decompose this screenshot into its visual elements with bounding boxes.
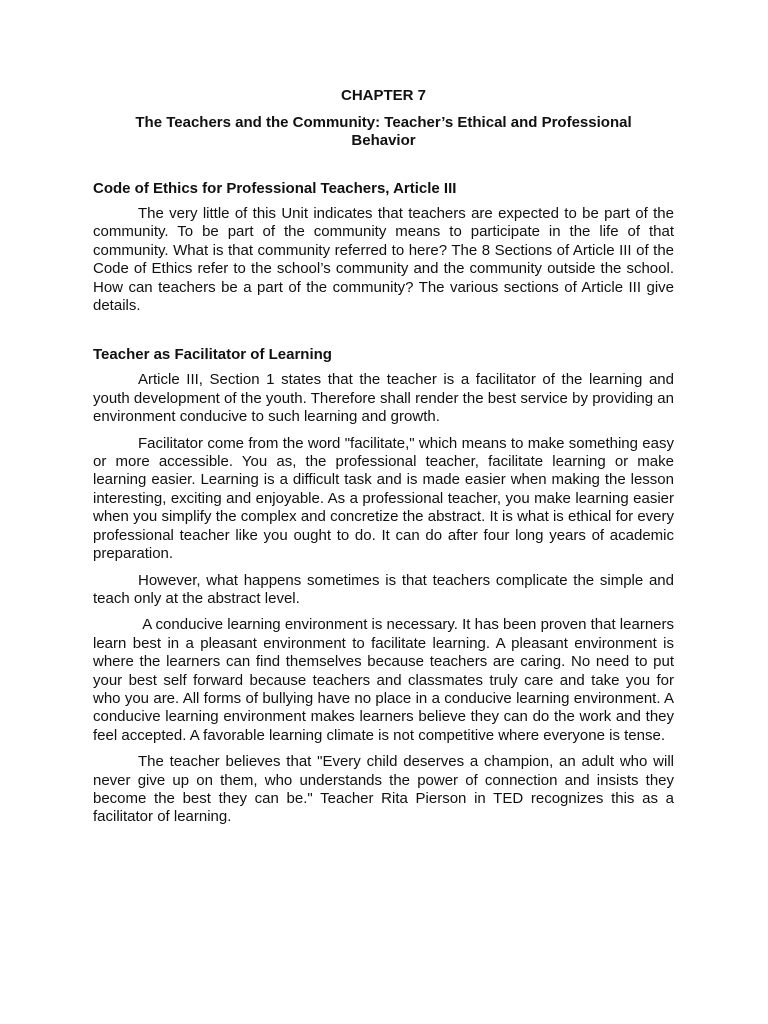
paragraph: Facilitator come from the word "facilitate," which means to make something easy or more accessible. You as, the professional teacher, facilitate learning or make learning easier. Learning is a difficult task and is made easier when making the lesson interesting, exciting and enjoyable. As a professional teacher, you make learning easier when you simplify the complex and concretize the abstract. It is what is ethical for every professional teacher like you ought to do. It can do after four long years of academic preparation. xyxy=(93,434,674,563)
section-heading: Code of Ethics for Professional Teachers, Article III xyxy=(93,180,457,197)
paragraph: Article III, Section 1 states that the teacher is a facilitator of the learning and youth development of the youth. Therefore shall render the best service by providing an environment conducive to such learning and growth. xyxy=(93,371,674,426)
document-page xyxy=(93,86,679,835)
chapter-label: CHAPTER 7 xyxy=(340,87,426,104)
chapter-title: The Teachers and the Community: Teacher’s Ethical and Professional Behavior xyxy=(135,114,632,149)
section-facilitator xyxy=(93,346,679,826)
section-code-of-ethics xyxy=(93,180,674,315)
section-heading: Teacher as Facilitator of Learning xyxy=(93,346,332,364)
paragraph: A conducive learning environment is necessary. It has been proven that learners learn best in a pleasant environment to facilitate learning. A pleasant environment is where the learners can find themselves because teachers are caring. No need to put your best self forward because teachers and classmates truly care and take you for who you are. All forms of bullying have no place in a conducive learning environment. A conducive learning environment makes learners believe they can do the work and they feel accepted. A favorable learning climate is not competitive where everyone is tense. xyxy=(93,616,679,744)
paragraph: The very little of this Unit indicates that teachers are expected to be part of the community. To be part of the community means to participate in the life of that community. What is that community referred to here? The 8 Sections of Article III of the Code of Ethics refer to the school’s community and the community outside the school. How can teachers be a part of the community? The various sections of Article III give details. xyxy=(93,205,674,315)
paragraph: The teacher believes that "Every child deserves a champion, an adult who will never give up on them, who understands the power of connection and insists they become the best they can be." Teacher Rita Pierson in TED recognizes this as a facilitator of learning. xyxy=(93,753,674,826)
paragraph: However, what happens sometimes is that teachers complicate the simple and teach only at the abstract level. xyxy=(93,571,674,607)
